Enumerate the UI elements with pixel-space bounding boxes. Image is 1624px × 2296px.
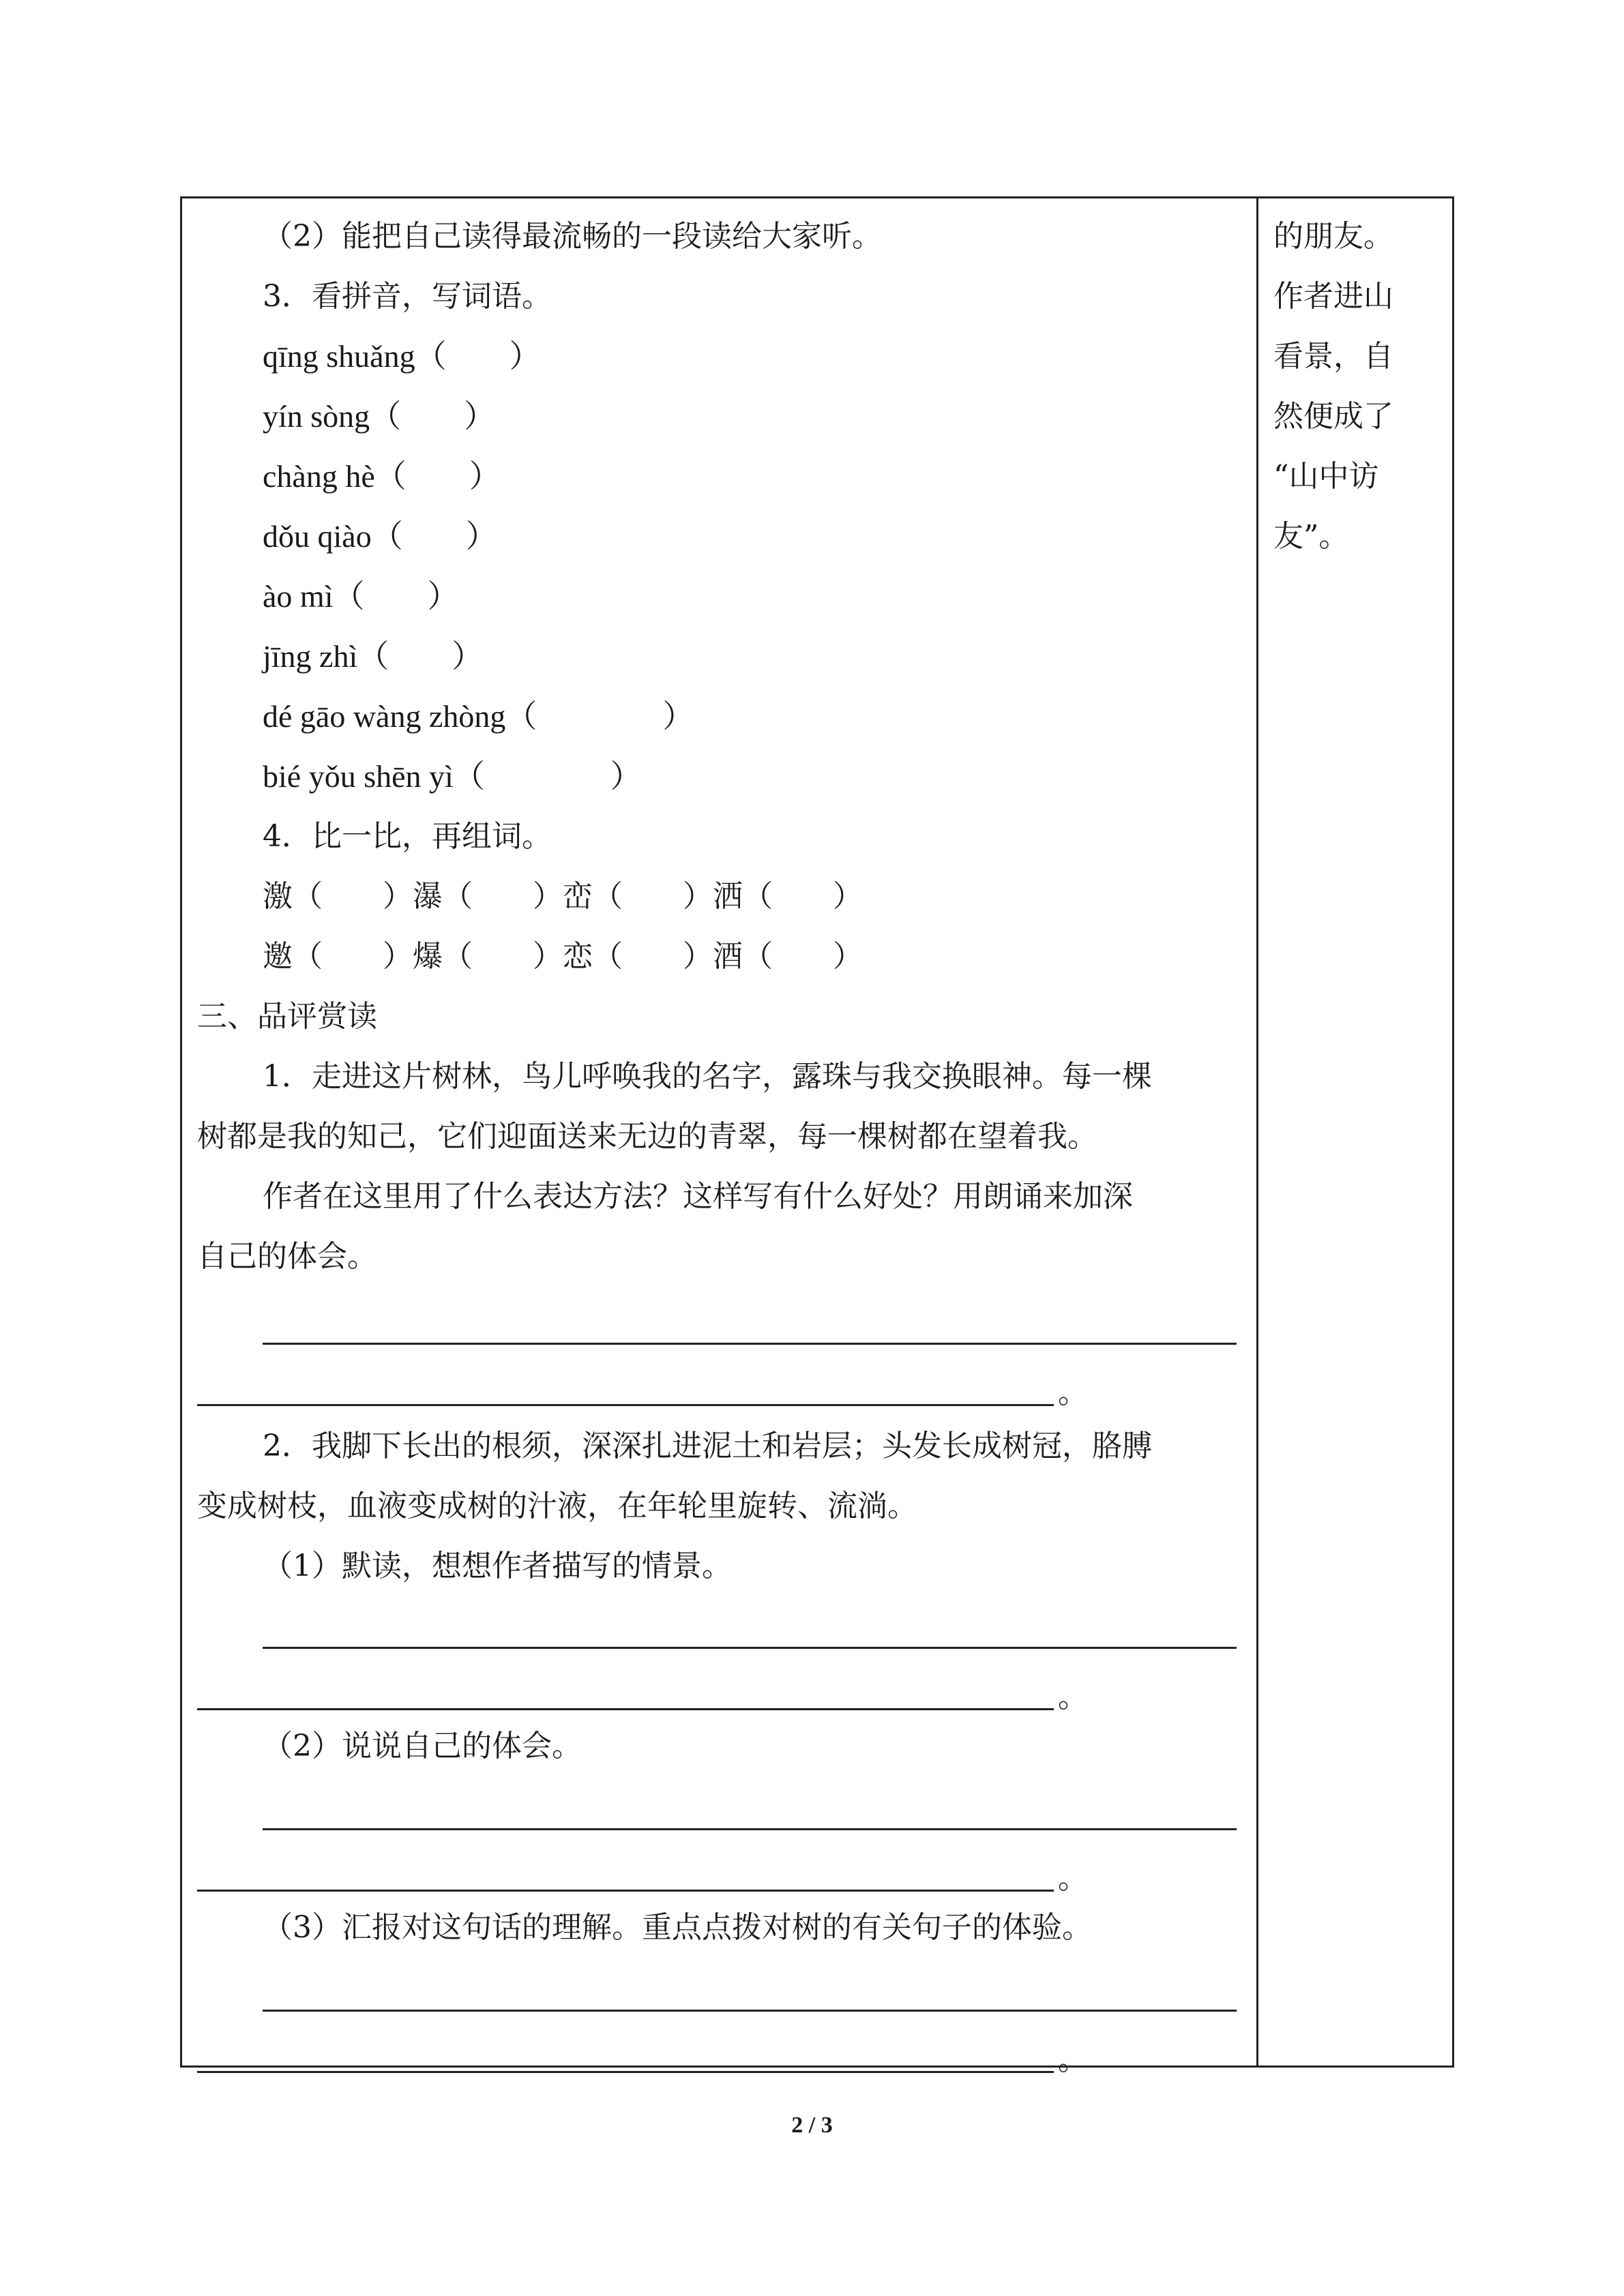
- period-mark: 。: [1058, 2042, 1088, 2077]
- q2-sub-1: （1）默读，想想作者描写的情景。: [263, 1549, 732, 1583]
- answer-line[interactable]: [263, 1343, 1237, 1345]
- answer-line[interactable]: [197, 1890, 1054, 1892]
- q1-text-line-2: 树都是我的知己，它们迎面送来无边的青翠，每一棵树都在望着我。: [197, 1119, 1097, 1154]
- pinyin-item: chàng hè（ ）: [263, 459, 501, 494]
- side-note-line: 作者进山: [1273, 279, 1393, 314]
- section-3-heading: 三、品评赏读: [197, 999, 377, 1034]
- period-mark: 。: [1058, 1680, 1088, 1714]
- q1-question-line-1: 作者在这里用了什么表达方法？这样写有什么好处？用朗诵来加深: [263, 1179, 1133, 1214]
- q2-sub-2: （2）说说自己的体会。: [263, 1729, 582, 1763]
- pinyin-item: ào mì（ ）: [263, 579, 459, 614]
- column-divider: [1256, 198, 1258, 2066]
- worksheet-table: [180, 196, 1454, 2077]
- period-mark: 。: [1058, 1375, 1088, 1410]
- side-note-line: 看景，自: [1273, 339, 1393, 374]
- compare-row-2: 邀（ ）爆（ ）恋（ ）酒（ ）: [263, 939, 863, 974]
- q2-text-line-1: 2．我脚下长出的根须，深深扎进泥土和岩层；头发长成树冠，胳膊: [263, 1429, 1152, 1463]
- pinyin-item: qīng shuǎng（ ）: [263, 339, 541, 374]
- q2-text-line-2: 变成树枝，血液变成树的汁液，在年轮里旋转、流淌。: [197, 1489, 917, 1523]
- pinyin-item: dé gāo wàng zhòng（ ）: [263, 699, 694, 734]
- q2-sub-3: （3）汇报对这句话的理解。重点点拨对树的有关句子的体验。: [263, 1910, 1092, 1945]
- pinyin-item: dǒu qiào（ ）: [263, 519, 497, 554]
- pinyin-item: bié yǒu shēn yì（ ）: [263, 759, 642, 794]
- side-note-line: 友”。: [1273, 519, 1349, 554]
- q1-question-line-2: 自己的体会。: [197, 1239, 377, 1274]
- side-note-line: “山中访: [1273, 459, 1379, 494]
- answer-line[interactable]: [197, 1404, 1054, 1406]
- q3-title: 3．看拼音，写词语。: [263, 279, 552, 314]
- answer-line[interactable]: [263, 2010, 1237, 2012]
- answer-line[interactable]: [197, 1708, 1054, 1710]
- page-number: 2 / 3: [791, 2113, 833, 2138]
- q4-title: 4．比一比，再组词。: [263, 819, 552, 854]
- answer-line[interactable]: [263, 1828, 1237, 1830]
- answer-line[interactable]: [197, 2071, 1054, 2073]
- side-note-line: 然便成了: [1273, 399, 1393, 434]
- side-note-line: 的朋友。: [1273, 219, 1393, 254]
- pinyin-item: jīng zhì（ ）: [263, 639, 484, 674]
- compare-row-1: 激（ ）瀑（ ）峦（ ）洒（ ）: [263, 879, 863, 914]
- pinyin-item: yín sòng（ ）: [263, 399, 496, 434]
- q1-text-line-1: 1．走进这片树林，鸟儿呼唤我的名字，露珠与我交换眼神。每一棵: [263, 1059, 1152, 1094]
- item-read-aloud: （2）能把自己读得最流畅的一段读给大家听。: [263, 219, 882, 254]
- answer-line[interactable]: [263, 1647, 1237, 1649]
- period-mark: 。: [1058, 1861, 1088, 1896]
